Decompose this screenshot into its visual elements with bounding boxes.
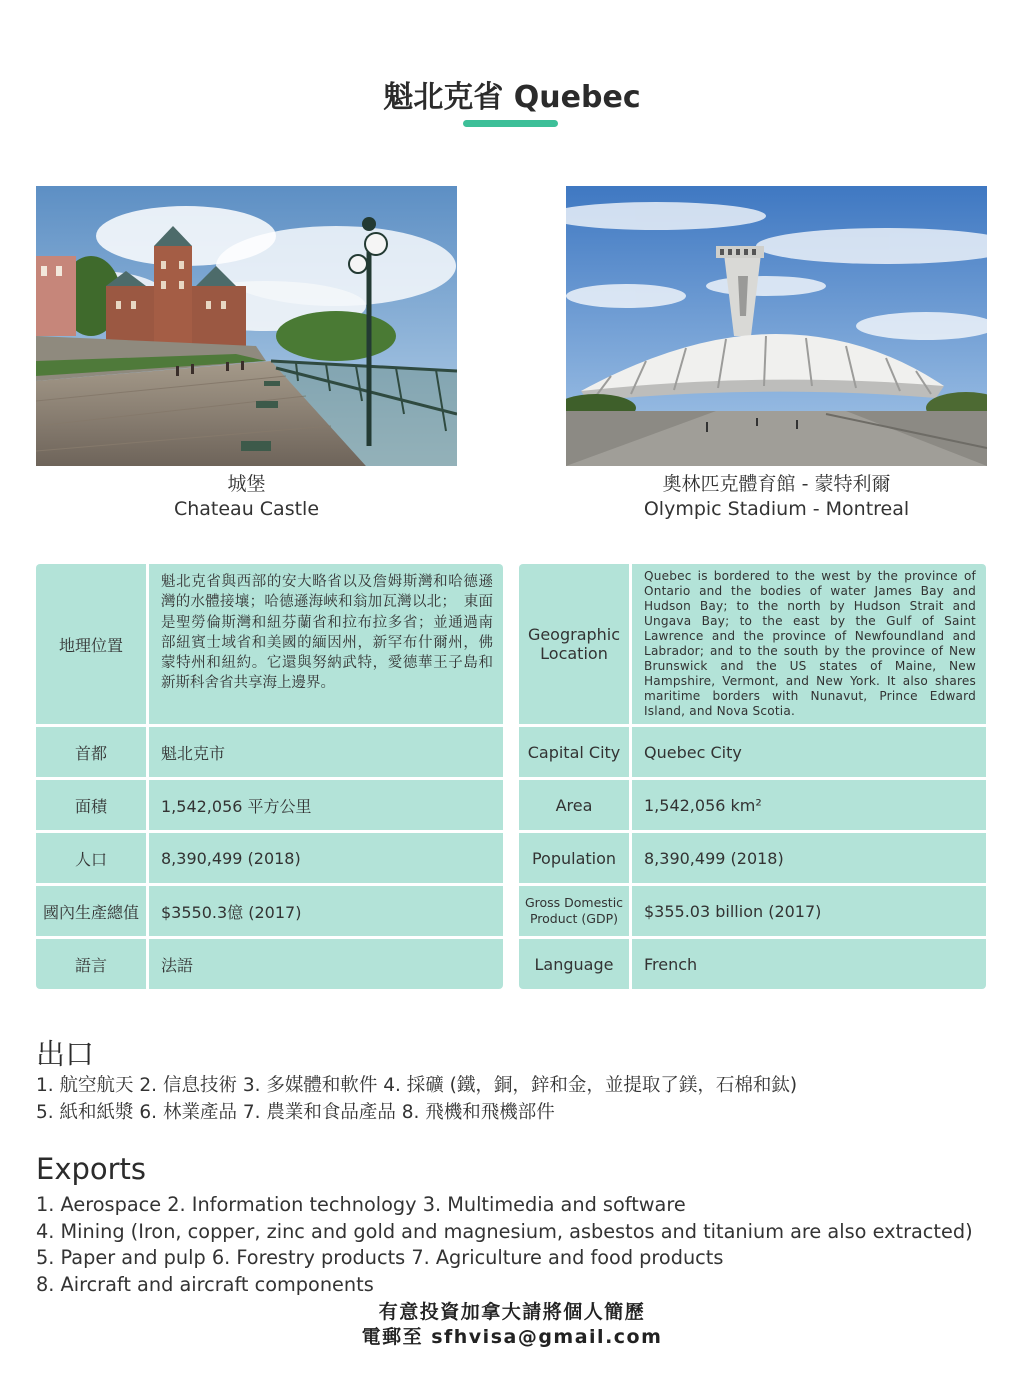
- chateau-caption: [36, 472, 457, 522]
- stadium-caption-zh: 奧林匹克體育館 - 蒙特利爾: [662, 473, 891, 495]
- capital-label-zh: 首都: [36, 727, 146, 777]
- info-table-zh: [36, 564, 503, 992]
- population-label-zh: 人口: [36, 833, 146, 883]
- list-item: 8. Aircraft and aircraft components: [36, 1272, 374, 1296]
- chateau-caption-zh: 城堡: [227, 473, 266, 495]
- area-value-en: 1,542,056 km²: [632, 780, 986, 830]
- title-underline: [463, 120, 558, 127]
- table-row: [519, 833, 986, 883]
- exports-heading-en: Exports: [36, 1152, 147, 1186]
- exports-list-en: [36, 1192, 973, 1298]
- table-row: [36, 833, 503, 883]
- olympic-stadium-photo: [566, 186, 987, 466]
- list-item: 1. 航空航天 2. 信息技術 3. 多媒體和軟件 4. 採礦 (鐵，銅，鋅和金，並提取了鎂，石棉和鈦): [36, 1075, 798, 1096]
- table-row: [36, 564, 503, 724]
- table-row: [36, 886, 503, 936]
- language-label-zh: 語言: [36, 939, 146, 989]
- contact-footer: [0, 1300, 1024, 1350]
- gdp-label-zh: 國內生產總值: [36, 886, 146, 936]
- table-row: [519, 564, 986, 724]
- footer-line-1: 有意投資加拿大請將個人簡歷: [378, 1301, 646, 1323]
- exports-list-zh: [36, 1072, 797, 1126]
- list-item: 1. Aerospace 2. Information technology 3. Multimedia and software: [36, 1193, 686, 1216]
- footer-line-2: 電郵至 sfhvisa@gmail.com: [361, 1326, 663, 1348]
- gdp-value-en: $355.03 billion (2017): [632, 886, 986, 936]
- chateau-caption-en: Chateau Castle: [173, 498, 320, 520]
- page-title: 魁北克省 Quebec: [383, 80, 641, 115]
- population-value-zh: 8,390,499 (2018): [149, 833, 503, 883]
- geo-location-label-zh: 地理位置: [36, 564, 146, 724]
- stadium-caption-en: Olympic Stadium - Montreal: [643, 498, 910, 520]
- language-value-en: French: [632, 939, 986, 989]
- language-label-en: Language: [519, 939, 629, 989]
- capital-value-en: Quebec City: [632, 727, 986, 777]
- capital-value-zh: 魁北克市: [149, 727, 503, 777]
- capital-label-en: Capital City: [519, 727, 629, 777]
- area-label-en: Area: [519, 780, 629, 830]
- table-row: [519, 727, 986, 777]
- geo-location-value-zh: 魁北克省與西部的安大略省以及詹姆斯灣和哈德遜灣的水體接壤；哈德遜海峽和翁加瓦灣以北； 東面是聖勞倫斯灣和紐芬蘭省和拉布拉多省；並通過南部紐賓士域省和美國的緬因州，新罕布什爾州，佛蒙特州和紐約。它還與努納武特，愛德華王子島和新斯科舍省共享海上邊界。: [149, 564, 503, 724]
- table-row: [36, 727, 503, 777]
- gdp-value-zh: $3550.3億 (2017): [149, 886, 503, 936]
- area-label-zh: 面積: [36, 780, 146, 830]
- gdp-label-en: Gross Domestic Product (GDP): [519, 886, 629, 936]
- area-value-zh: 1,542,056 平方公里: [149, 780, 503, 830]
- table-row: [519, 886, 986, 936]
- geo-location-value-en: Quebec is bordered to the west by the province of Ontario and the bodies of water James Bay and Hudson Bay; to the north by Hudson Strait and Ungava Bay; to the east by the Gulf of Saint Lawrence and the province of Newfoundland and Labrador; and to the south by the province of New Brunswick and the US states of Maine, New Hampshire, Vermont, and New York. It also shares maritime borders with Nunavut, Prince Edward Island, and Nova Scotia.: [632, 564, 986, 724]
- stadium-caption: [566, 472, 987, 522]
- list-item: 5. 紙和紙漿 6. 林業產品 7. 農業和食品產品 8. 飛機和飛機部件: [36, 1102, 555, 1123]
- table-row: [36, 939, 503, 989]
- table-row: [519, 780, 986, 830]
- list-item: 4. Mining (Iron, copper, zinc and gold and magnesium, asbestos and titanium are also extracted): [36, 1219, 973, 1243]
- geo-location-label-en: Geographic Location: [519, 564, 629, 724]
- population-label-en: Population: [519, 833, 629, 883]
- table-row: [36, 780, 503, 830]
- population-value-en: 8,390,499 (2018): [632, 833, 986, 883]
- exports-heading-zh: 出口: [36, 1037, 95, 1071]
- table-row: [519, 939, 986, 989]
- info-table-en: [519, 564, 986, 992]
- list-item: 5. Paper and pulp 6. Forestry products 7. Agriculture and food products: [36, 1246, 724, 1269]
- chateau-castle-photo: [36, 186, 457, 466]
- language-value-zh: 法語: [149, 939, 503, 989]
